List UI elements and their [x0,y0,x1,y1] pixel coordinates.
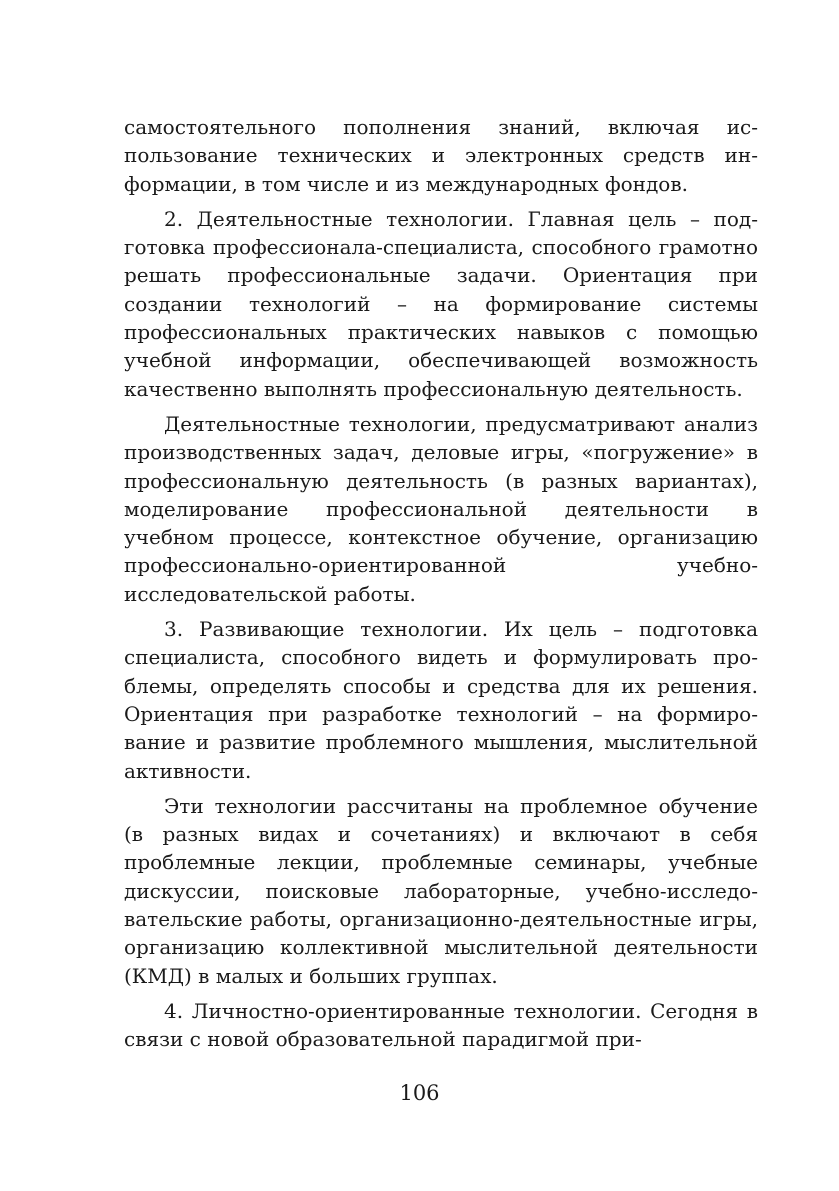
paragraph-5: Эти технологии рассчитаны на проблемное обучение (в разных видах и сочетаниях) и включают в себя проблемные лекции, проблемные семинары, учебные дискуссии, поисковые лабораторные, учебно-исследовательские работы, организационно-деятельностные игры, организацию коллективной мыслительной деятельности (КМД) в малых и больших группах. [124,793,758,988]
paragraph-1: самостоятельного пополнения знаний, включая использование технических и электронных средств информации, в том числе и из международных фондов. [124,115,758,196]
paragraph-3: Деятельностные технологии, предусматривают анализ производственных задач, деловые игры, «погружение» в профессиональную деятельность (в разных вариантах), моделирование профессиональной деятельности в учебном процессе, контекстное обучение, организацию профессионально-ориентированной учебно-исследовательской работы. [124,411,758,606]
body-text [124,113,758,1054]
paragraph-6: 4. Личностно-ориентированные технологии. Сегодня в связи с новой образовательной парадигмой при- [124,998,758,1052]
paragraph-2: 2. Деятельностные технологии. Главная цель – подготовка профессионала-специалиста, способного грамотно решать профессиональные задачи. Ориентация при создании технологий – на формирование системы профессиональных практических навыков с помощью учебной информации, обеспечивающей возможность качественно выполнять профессиональную деятельность. [124,206,758,401]
page-number: 106 [399,1081,440,1105]
paragraph-4: 3. Развивающие технологии. Их цель – подготовка специалиста, способного видеть и формулировать проблемы, определять способы и средства для их решения. Ориентация при разработке технологий – на формирование и развитие проблемного мышления, мыслительной активности. [124,617,758,783]
